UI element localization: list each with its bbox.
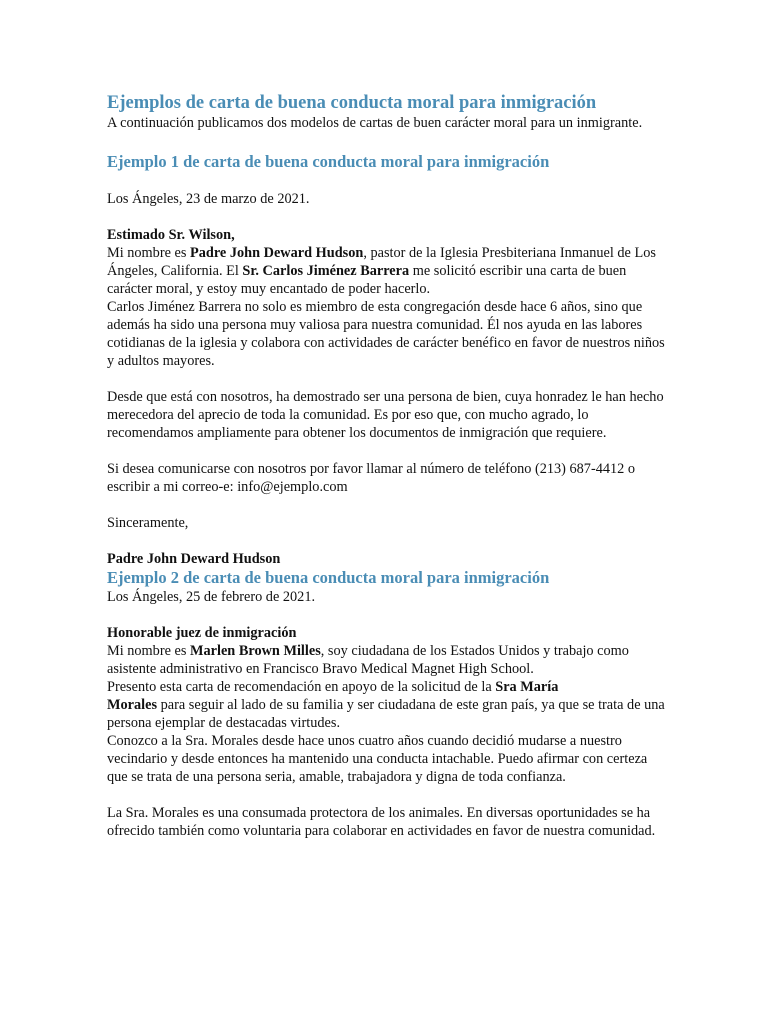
- author-name: Padre John Deward Hudson: [190, 245, 364, 261]
- example-2-paragraph-1: Mi nombre es Marlen Brown Milles, soy ciudadana de los Estados Unidos y trabajo como asistente administrativo en Francisco Bravo Medical Magnet High School.: [107, 643, 629, 677]
- example-1-salutation: Estimado Sr. Wilson,: [107, 227, 235, 243]
- example-2-salutation: Honorable juez de inmigración: [107, 625, 297, 641]
- example-1-paragraph-1: Mi nombre es Padre John Deward Hudson, pastor de la Iglesia Presbiteriana Inmanuel de Los Ángeles, California. El Sr. Carlos Jiménez Barrera me solicitó escribir una carta de buen carácter moral, y estoy muy encantado de poder hacerlo.: [107, 245, 656, 297]
- subject-name-continued: Morales: [107, 697, 158, 713]
- example-1-signature: Padre John Deward Hudson: [107, 551, 281, 567]
- example-1-heading: Ejemplo 1 de carta de buena conducta moral para inmigración: [107, 152, 550, 171]
- author-name: Marlen Brown Milles: [190, 643, 321, 659]
- document-page: [107, 92, 667, 840]
- subject-name: Sr. Carlos Jiménez Barrera: [242, 263, 410, 279]
- example-2-heading: Ejemplo 2 de carta de buena conducta moral para inmigración: [107, 568, 550, 587]
- intro-paragraph: A continuación publicamos dos modelos de cartas de buen carácter moral para un inmigrante.: [107, 115, 643, 131]
- example-2-paragraph-2: Presento esta carta de recomendación en apoyo de la solicitud de la Sra María Morales para seguir al lado de su familia y ser ciudadana de este gran país, ya que se trata de una persona ejemplar de destacadas virtudes.: [107, 679, 665, 731]
- subject-name: Sra María: [495, 679, 559, 695]
- example-1-closing: Sinceramente,: [107, 515, 189, 531]
- example-1-paragraph-4: Si desea comunicarse con nosotros por favor llamar al número de teléfono (213) 687-4412 o escribir a mi correo-e: info@ejemplo.com: [107, 461, 636, 495]
- document-title: Ejemplos de carta de buena conducta moral para inmigración: [107, 93, 597, 113]
- example-1-paragraph-2: Carlos Jiménez Barrera no solo es miembro de esta congregación desde hace 6 años, sino que además ha sido una persona muy valiosa para nuestra comunidad. Él nos ayuda en las labores cotidianas de la iglesia y colabora con actividades de carácter benéfico en favor de nuestros niños y adultos mayores.: [107, 299, 665, 369]
- example-1-date: Los Ángeles, 23 de marzo de 2021.: [107, 191, 310, 207]
- example-2-paragraph-3: Conozco a la Sra. Morales desde hace unos cuatro años cuando decidió mudarse a nuestro vecindario y desde entonces ha mantenido una conducta intachable. Puedo afirmar con certeza que se trata de una persona seria, amable, trabajadora y digna de toda confianza.: [107, 733, 648, 785]
- example-1-paragraph-3: Desde que está con nosotros, ha demostrado ser una persona de bien, cuya honradez le han hecho merecedora del aprecio de toda la comunidad. Es por eso que, con mucho agrado, lo recomendamos ampliamente para obtener los documentos de inmigración que requiere.: [107, 389, 664, 441]
- example-2-paragraph-4: La Sra. Morales es una consumada protectora de los animales. En diversas oportunidades se ha ofrecido también como voluntaria para colaborar en actividades en favor de nuestra comunidad.: [107, 805, 656, 839]
- example-2-date: Los Ángeles, 25 de febrero de 2021.: [107, 589, 316, 605]
